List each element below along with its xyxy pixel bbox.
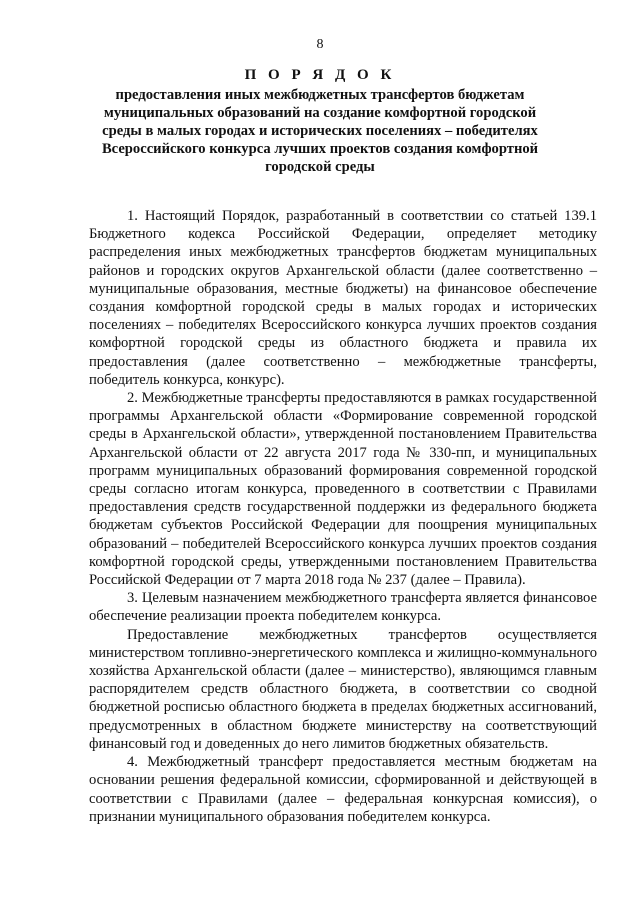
paragraph-3: 3. Целевым назначением межбюджетного трансферта является финансовое обеспечение реализации проекта победителем конкурса. [89, 590, 597, 625]
paragraph-1: 1. Настоящий Порядок, разработанный в соответствии со статьей 139.1 Бюджетного кодекса Российской Федерации, определяет методику распределения иных межбюджетных трансфертов бюджетам муниципальных районов и городских округов Архангельской области (далее соответственно – муниципальные образования, местные бюджеты) на финансовое обеспечение создания комфортной городской среды в малых городах и исторических поселениях – победителях Всероссийского конкурса лучших проектов создания комфортной городской среды из областного бюджета и правила их предоставления (далее соответственно – межбюджетные трансферты, победитель конкурса, конкурс). [89, 208, 597, 388]
document-title: П О Р Я Д О К [244, 67, 396, 83]
document-body [89, 207, 597, 826]
paragraph-4: 4. Межбюджетный трансферт предоставляется местным бюджетам на основании решения федеральной комиссии, сформированной и действующей в соответствии с Правилами (далее – федеральная конкурсная комиссия), о признании муниципального образования победителем конкурса. [89, 754, 597, 825]
paragraph-3-continued: Предоставление межбюджетных трансфертов осуществляется министерством топливно-энергетического комплекса и жилищно-коммунального хозяйства Архангельской области (далее – министерство), являющимся главным распорядителем средств областного бюджета, в соответствии со сводной бюджетной росписью областного бюджета в пределах бюджетных ассигнований, предусмотренных в областном бюджете министерству на соответствующий финансовый год и доведенных до него лимитов бюджетных обязательств. [89, 626, 597, 752]
page-number: 8 [316, 37, 324, 52]
document-subtitle: предоставления иных межбюджетных трансфертов бюджетам муниципальных образований на создание комфортной городской среды в малых городах и исторических поселениях – победителях Всероссийского конкурса лучших проектов создания комфортной городской среды [101, 87, 539, 175]
paragraph-2: 2. Межбюджетные трансферты предоставляются в рамках государственной программы Архангельской области «Формирование современной городской среды в Архангельской области», утвержденной постановлением Правительства Архангельской области от 22 августа 2017 года № 330-пп, и муниципальных программ муниципальных образований формирования современной городской среды согласно итогам конкурса, проведенного в соответствии с Правилами предоставления средств государственной поддержки из федерального бюджета бюджетам субъектов Российской Федерации для поощрения муниципальных образований – победителей Всероссийского конкурса лучших проектов создания комфортной городской среды, утвержденными постановлением Правительства Российской Федерации от 7 марта 2018 года № 237 (далее – Правила). [89, 390, 597, 589]
